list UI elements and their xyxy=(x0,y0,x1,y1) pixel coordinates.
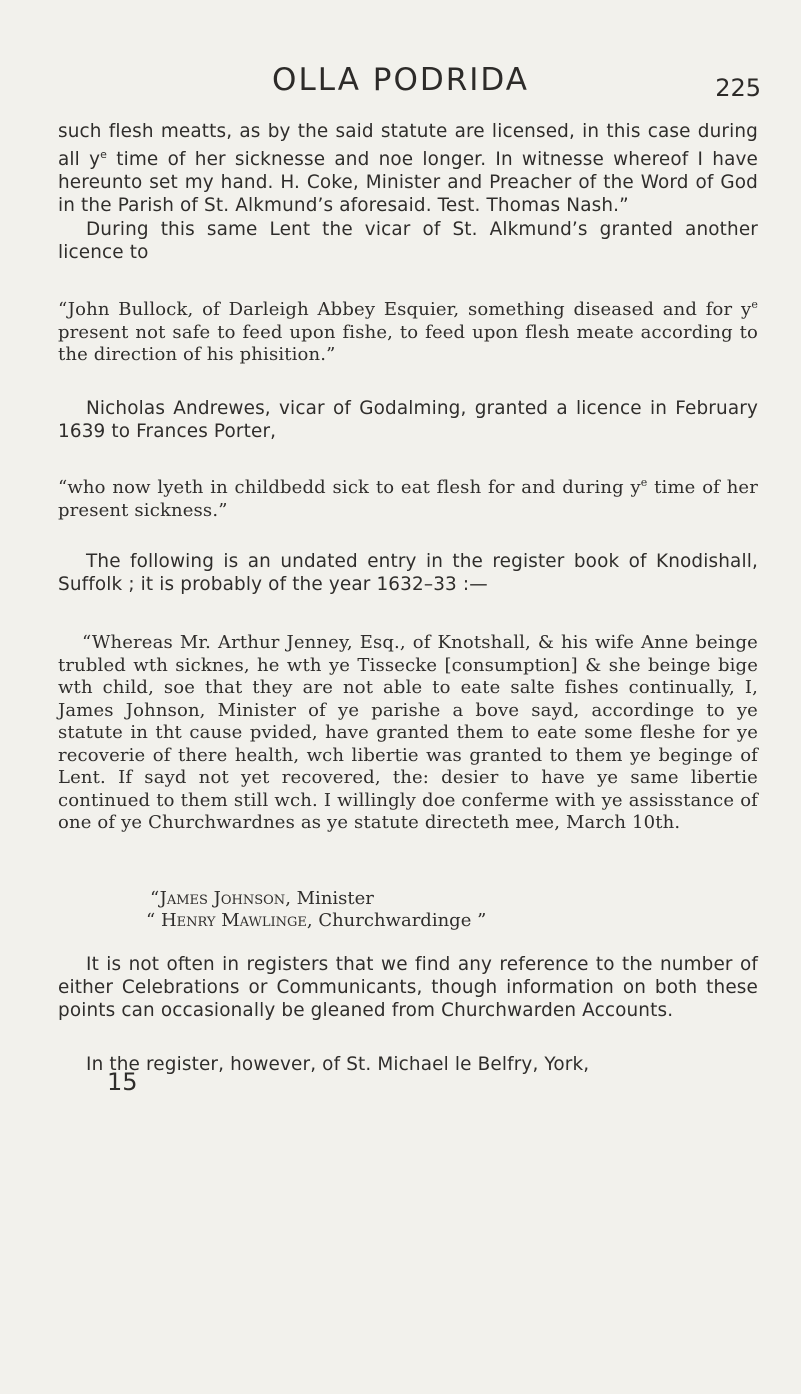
signature-henry-mawlinge: “ Henry Mawlinge, Churchwardinge ” xyxy=(146,910,487,931)
page-number: 225 xyxy=(715,74,761,102)
paragraph-licence-end: such flesh meatts, as by the said statute are licensed, in this case during all $y^e$ time of her sicknesse and noe longer. In witnesse whereof I have hereunto set my hand. H. Coke, Minister and Preacher of the Word of God in the Parish of St. Alkmund’s aforesaid. Test. Thomas Nash.” xyxy=(58,121,759,216)
signature-james-johnson: “James Johnson, Minister xyxy=(150,888,374,909)
running-title: OLLA PODRIDA xyxy=(272,62,529,98)
quote-john-bullock: “John Bullock, of Darleigh Abbey Esquier, something diseased and for $y^e$ present not safe to feed upon fishe, to feed upon flesh meate according to the direction of his phisition.” xyxy=(58,298,758,365)
quote-childbedd: “who now lyeth in childbedd sick to eat flesh for and during $y^e$ time of her present sickness.” xyxy=(58,476,758,521)
paragraph-godalming: Nicholas Andrewes, vicar of Godalming, granted a licence in February 1639 to Frances Porter, xyxy=(58,398,758,442)
paragraph-st-michael: In the register, however, of St. Michael le Belfry, York, xyxy=(86,1054,590,1075)
quote-jenney: “Whereas Mr. Arthur Jenney, Esq., of Knotshall, & his wife Anne beinge trubled wth sicknes, he wth ye Tissecke [consumption] & she beinge bige wth child, soe that they are not able to eate salte fishes continually, I, James Johnson, Minister of ye parishe a bove sayd, accordinge to ye statute in tht cause pvided, have granted them to eate some fleshe for ye recoverie of there health, wch libertie was granted to them ye beginge of Lent. If sayd not yet recovered, the: desier to have ye same libertie continued to them still wch. I willingly doe conferme with ye assisstance of one of ye Churchwardnes as ye statute directeth mee, March 10th. xyxy=(58,632,758,833)
paragraph-lent-vicar: During this same Lent the vicar of St. Alkmund’s granted another licence to xyxy=(58,219,758,263)
paragraph-registers: It is not often in registers that we find any reference to the number of either Celebrations or Communicants, though information on both these points can occasionally be gleaned from Churchwarden Accounts. xyxy=(58,954,758,1021)
paragraph-knodishall: The following is an undated entry in the register book of Knodishall, Suffolk ; it is probably of the year 1632–33 :— xyxy=(58,551,758,595)
signature-mark: 15 xyxy=(107,1068,138,1096)
page-header xyxy=(0,62,801,106)
